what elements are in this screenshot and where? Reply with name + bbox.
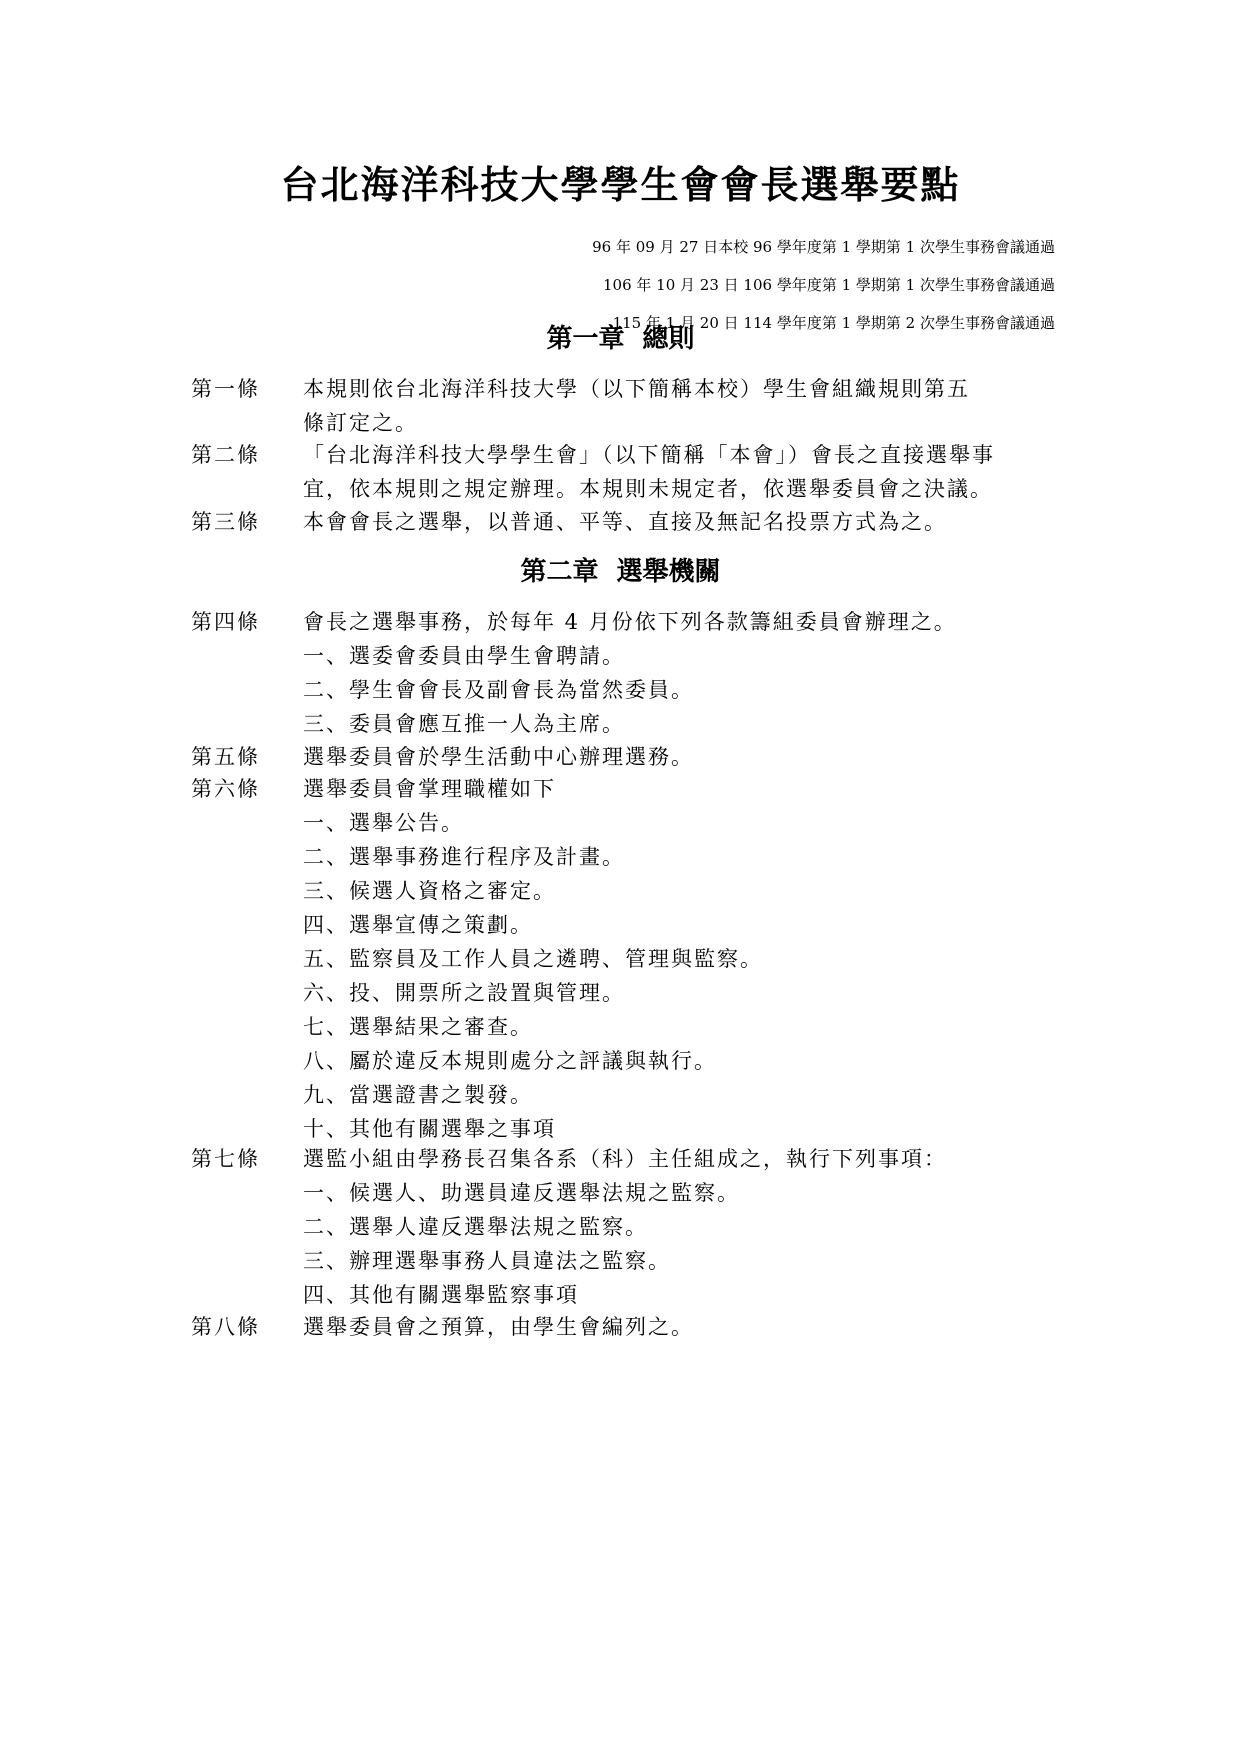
article-item: 九、當選證書之製發。 — [303, 1083, 533, 1107]
chapter-number: 第一章 — [546, 324, 625, 354]
article-line: 本會會長之選舉，以普通、平等、直接及無記名投票方式為之。 — [303, 510, 947, 534]
article-label: 第一條 — [191, 377, 260, 401]
article-text — [303, 1310, 1071, 1344]
article-item: 一、候選人、助選員違反選舉法規之監察。 — [303, 1181, 740, 1205]
chapter-heading — [0, 555, 1241, 589]
article-text — [303, 505, 1071, 539]
article-item: 十、其他有關選舉之事項 — [303, 1117, 556, 1141]
article-item: 一、選委會委員由學生會聘請。 — [303, 644, 625, 668]
article-text — [303, 605, 1071, 639]
chapter-heading — [0, 322, 1241, 356]
article — [191, 438, 1071, 506]
history-line: 115 年 1 月 20 日 114 學年度第 1 學期第 2 次學生事務會議通過 — [612, 314, 1055, 332]
article-item: 二、選舉人違反選舉法規之監察。 — [303, 1215, 648, 1239]
article-text — [303, 438, 1071, 506]
article — [191, 605, 1071, 741]
article-line: 條訂定之。 — [303, 411, 418, 435]
article-item: 二、學生會會長及副會長為當然委員。 — [303, 678, 694, 702]
article-item: 三、候選人資格之審定。 — [303, 879, 556, 903]
article-label: 第七條 — [191, 1147, 260, 1171]
article-text — [303, 772, 1071, 806]
article-label: 第六條 — [191, 777, 260, 801]
document-title: 台北海洋科技大學學生會會長選舉要點 — [280, 163, 961, 207]
article-label: 第五條 — [191, 745, 260, 769]
article-item: 七、選舉結果之審查。 — [303, 1015, 533, 1039]
article-text — [303, 1142, 1071, 1176]
chapter-name: 總則 — [642, 324, 695, 354]
article — [191, 1310, 1071, 1344]
history-line: 96 年 09 月 27 日本校 96 學年度第 1 學期第 1 次學生事務會議通過 — [592, 238, 1055, 256]
article-label: 第八條 — [191, 1315, 260, 1339]
article-line: 會長之選舉事務，於每年 4 月份依下列各款籌組委員會辦理之。 — [303, 610, 957, 634]
chapter-name: 選舉機關 — [616, 557, 721, 587]
article-item: 五、監察員及工作人員之遴聘、管理與監察。 — [303, 947, 763, 971]
article-line: 選舉委員會掌理職權如下 — [303, 777, 556, 801]
chapter-number: 第二章 — [520, 557, 599, 587]
article — [191, 740, 1071, 774]
article-label: 第三條 — [191, 510, 260, 534]
history-line: 106 年 10 月 23 日 106 學年度第 1 學期第 1 次學生事務會議通過 — [603, 276, 1055, 294]
article-line: 選舉委員會於學生活動中心辦理選務。 — [303, 745, 694, 769]
article-item: 六、投、開票所之設置與管理。 — [303, 981, 625, 1005]
article-item: 三、辦理選舉事務人員違法之監察。 — [303, 1249, 671, 1273]
article-item: 八、屬於違反本規則處分之評議與執行。 — [303, 1049, 717, 1073]
article-item: 二、選舉事務進行程序及計畫。 — [303, 845, 625, 869]
article — [191, 372, 1071, 440]
article-label: 第二條 — [191, 443, 260, 467]
article-line: 選舉委員會之預算，由學生會編列之。 — [303, 1315, 694, 1339]
article-item: 一、選舉公告。 — [303, 811, 464, 835]
article-text — [303, 372, 1071, 440]
article-line: 本規則依台北海洋科技大學（以下簡稱本校）學生會組織規則第五 — [303, 377, 970, 401]
article-item: 四、其他有關選舉監察事項 — [303, 1283, 579, 1307]
article-line: 選監小組由學務長召集各系（科）主任組成之，執行下列事項： — [303, 1147, 947, 1171]
article — [191, 772, 1071, 1146]
article-item: 三、委員會應互推一人為主席。 — [303, 712, 625, 736]
article-label: 第四條 — [191, 610, 260, 634]
article-text — [303, 740, 1071, 774]
article-line: 宜，依本規則之規定辦理。本規則未規定者，依選舉委員會之決議。 — [303, 477, 993, 501]
article — [191, 1142, 1071, 1312]
article-line: 「台北海洋科技大學學生會」（以下簡稱「本會」）會長之直接選舉事 — [303, 443, 995, 467]
article — [191, 505, 1071, 539]
article-item: 四、選舉宣傳之策劃。 — [303, 913, 533, 937]
